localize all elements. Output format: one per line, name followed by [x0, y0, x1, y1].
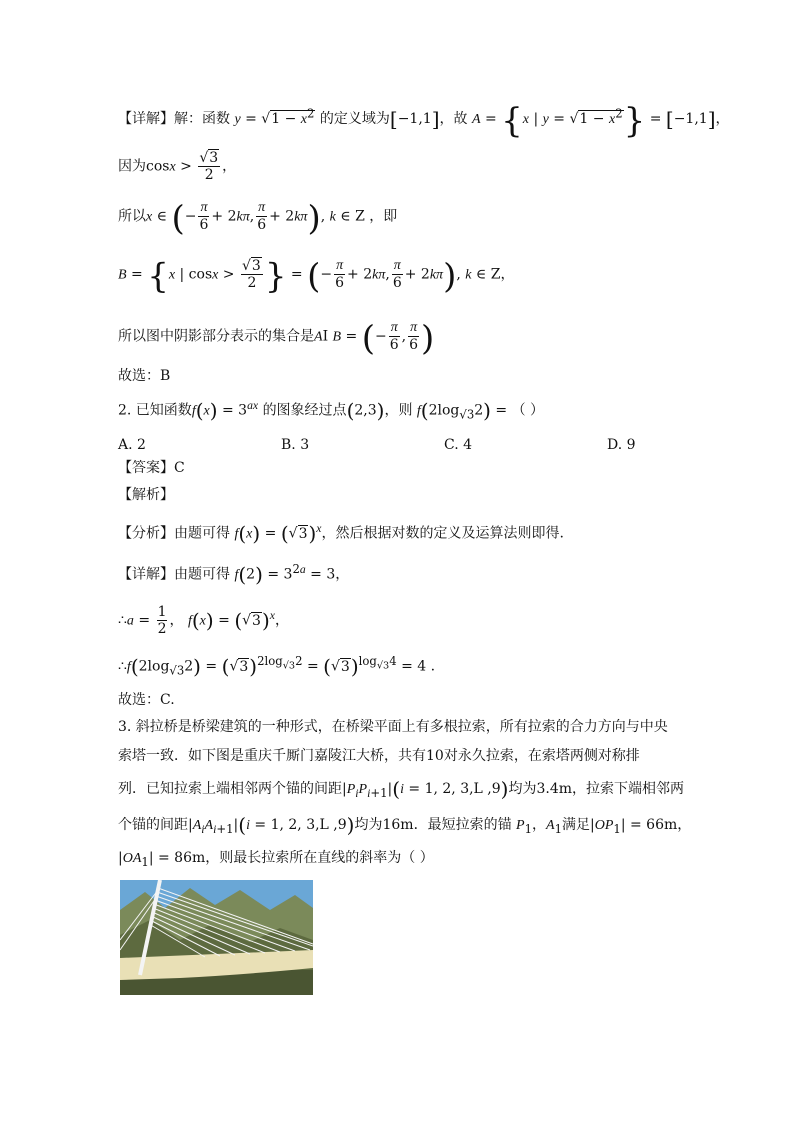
detail-line-4: B = {x | cosx > $\frac{√3}{2}$ } = (− $\frac{\pi}{6}$ + 2kπ, $\frac{\pi}{6}$ + 2kπ), k ∈ Z， [118, 256, 515, 297]
math-function-y: y [234, 112, 241, 127]
derive-f-line: $\therefore f(2\log_{√3}2) = (√3)^{2log_{√3}2} = (√3)^{log_{√3}4} = 4$ . [118, 654, 436, 679]
option-d[interactable]: D. 9 [607, 437, 636, 453]
analysis-label: 【解析】 [118, 487, 174, 503]
derive-a-line: ∴a = $\frac{1}{2}$ ， $f(x) = (√3)^x$， [118, 604, 289, 637]
answer-line [118, 461, 185, 475]
detail-label: 【详解】 [118, 111, 174, 127]
xiangjie-2-line: 【详解】由题可得 $f(2) = 3^{2a} = 3$， [118, 562, 350, 587]
question-3-line-2: 索塔一致．如下图是重庆千厮门嘉陵江大桥，共有10对永久拉索，在索塔两侧对称排 [118, 748, 640, 764]
question-3-line-5: $|OA_1| = 86m$，则最长拉索所在直线的斜率为（ ） [118, 850, 434, 869]
option-c[interactable]: C. 4 [444, 437, 473, 453]
question-3-line-1: 3. 斜拉桥是桥梁建筑的一种形式，在桥梁平面上有多根拉索，所有拉索的合力方向与中央 [118, 719, 668, 735]
answer-label: 【答案】 [118, 460, 174, 476]
select-answer-1: 故选：B [118, 368, 171, 384]
select-answer-2: 故选：C. [118, 692, 175, 708]
detail-line-3: 所以x ∈ (− $\frac{\pi}{6}$ + 2kπ, $\frac{\pi}{6}$ + 2kπ), k ∈ Z ，即 [118, 198, 398, 239]
question-3-line-3: 列．已知拉索上端相邻两个锚的间距$|P_iP_{i+1}|(i = 1$, 2, 3,L ,9)均为3.4m，拉索下端相邻两 [118, 777, 685, 801]
detail-line-1: 【详解】解：函数 $y = √1 - x^2$ 的定义域为[−1,1]，故 A = {x | $y = √1 - x^2\} = [-1,1]$， [118, 101, 730, 141]
bridge-photo [120, 880, 313, 995]
question-3-line-4: 个锚的间距$|A_iA_{i+1}|(i = 1$, 2, 3,L ,9)均为16m．最短拉索的锚 $P_1$，$A_1$满足$|OP_1| = 66m$， [118, 813, 692, 837]
fenxi-line: 【分析】由题可得 $f(x) = (√3)^x$，然后根据对数的定义及运算法则即得. [118, 521, 564, 546]
question-2-stem: 2. 已知函数$f(x) = 3^{ax}$ 的图象经过点(2,3)，则 $f(2\log_{√3}2)$ = （ ） [118, 398, 545, 423]
detail-line-5: 所以图中阴影部分表示的集合是AI B = (− $\frac{\pi}{6}$ , $\frac{\pi}{6}$ ) [118, 318, 435, 359]
answer-value: C [174, 460, 185, 476]
option-a[interactable]: A. 2 [118, 437, 146, 453]
option-b[interactable]: B. 3 [281, 437, 310, 453]
detail-line-2: 因为cosx > $\frac{√3}{2}$ ， [118, 150, 237, 183]
